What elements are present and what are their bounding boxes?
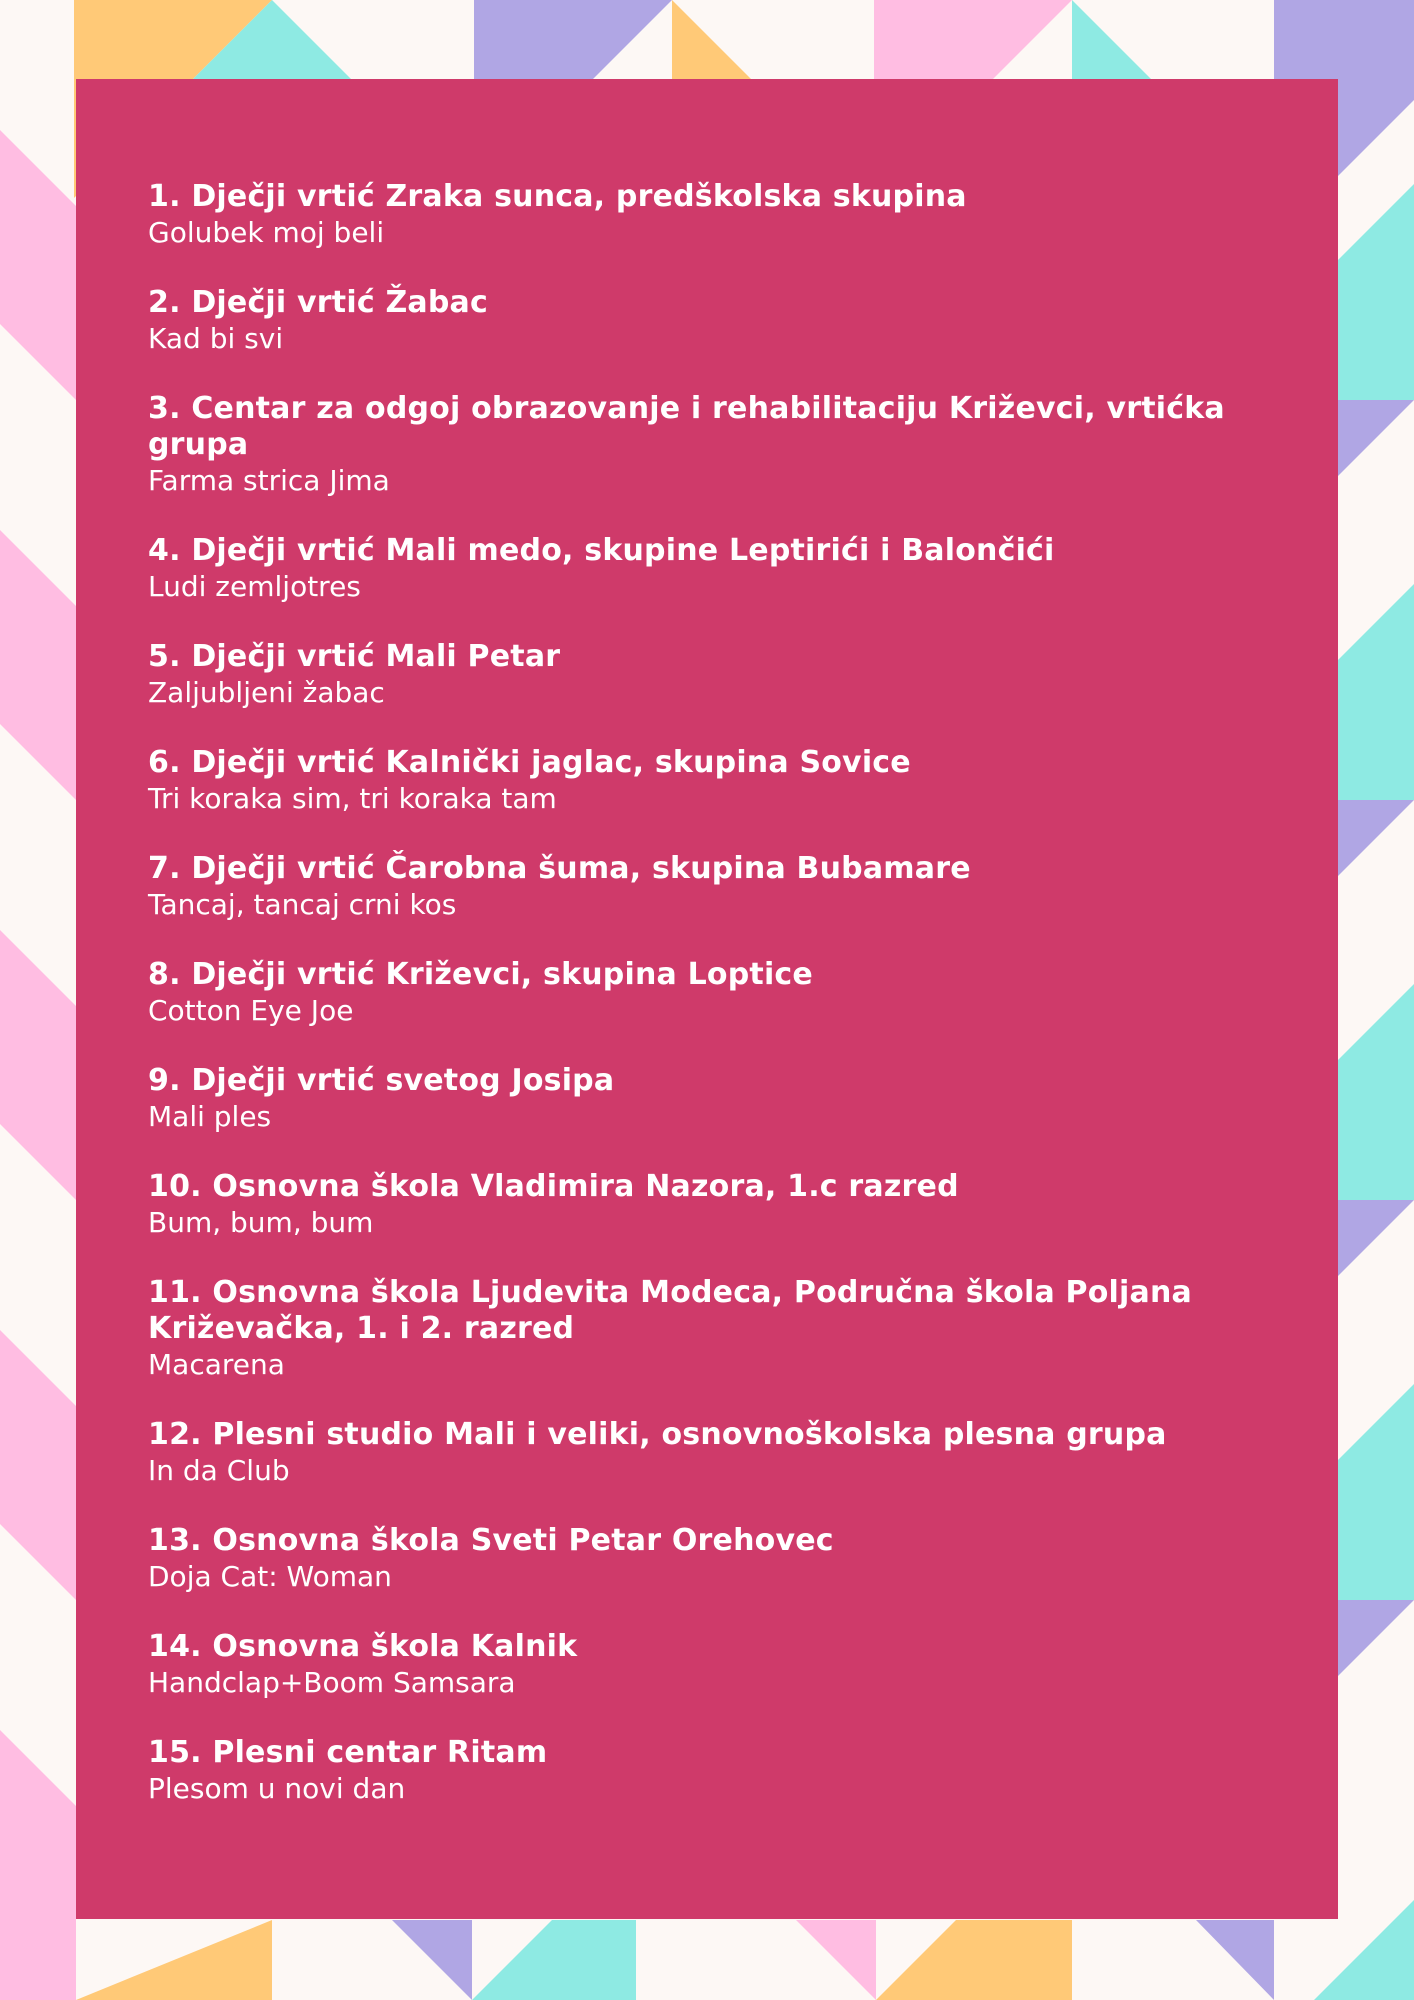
performer-title: 14. Osnovna škola Kalnik: [148, 1629, 578, 1664]
song-title: Tri koraka sim, tri koraka tam: [148, 782, 557, 815]
performer-title: 12. Plesni studio Mali i veliki, osnovnoškolska plesna grupa: [148, 1417, 1167, 1452]
performer-title: 13. Osnovna škola Sveti Petar Orehovec: [148, 1523, 834, 1558]
decor-triangle: [1338, 400, 1414, 476]
decor-triangle: [1338, 800, 1414, 876]
performer-title: 11. Osnovna škola Ljudevita Modeca, Područna škola Poljana Križevačka, 1. i 2. razred: [148, 1275, 1192, 1346]
song-title: Zaljubljeni žabac: [148, 676, 385, 709]
decor-triangle: [796, 1920, 876, 2000]
list-item: [148, 1417, 1268, 1489]
decor-triangle: [1338, 984, 1414, 1200]
list-item: [148, 1523, 1268, 1595]
song-title: Handclap+Boom Samsara: [148, 1666, 516, 1699]
decor-triangle: [76, 1920, 272, 2000]
list-item: [148, 851, 1268, 923]
list-item: [148, 533, 1268, 605]
list-item: [148, 1629, 1268, 1701]
decor-triangle: [1338, 1600, 1414, 1676]
performer-title: 3. Centar za odgoj obrazovanje i rehabilitaciju Križevci, vrtićka grupa: [148, 391, 1225, 462]
performer-title: 2. Dječji vrtić Žabac: [148, 285, 488, 320]
song-title: Tancaj, tancaj crni kos: [148, 888, 457, 921]
list-item: [148, 1735, 1268, 1807]
decor-triangle: [672, 0, 752, 80]
decor-triangle: [1338, 1384, 1414, 1600]
decor-triangle: [272, 0, 352, 80]
list-item: [148, 957, 1268, 1029]
song-title: Golubek moj beli: [148, 216, 385, 249]
song-title: Plesom u novi dan: [148, 1772, 406, 1805]
program-list: [148, 179, 1268, 1807]
song-title: Cotton Eye Joe: [148, 994, 354, 1027]
song-title: Macarena: [148, 1348, 285, 1381]
song-title: Ludi zemljotres: [148, 570, 361, 603]
decor-triangle: [0, 1330, 76, 1600]
performer-title: 15. Plesni centar Ritam: [148, 1735, 548, 1770]
decor-triangle: [0, 1730, 76, 2000]
song-title: Farma strica Jima: [148, 464, 390, 497]
list-item: [148, 391, 1268, 499]
list-item: [148, 1063, 1268, 1135]
decor-triangle: [1196, 1920, 1274, 2000]
list-item: [148, 285, 1268, 357]
performer-title: 10. Osnovna škola Vladimira Nazora, 1.c razred: [148, 1169, 959, 1204]
decor-triangle: [0, 530, 76, 800]
decor-triangle: [1338, 584, 1414, 800]
performer-title: 9. Dječji vrtić svetog Josipa: [148, 1063, 615, 1098]
performer-title: 1. Dječji vrtić Zraka sunca, predškolska skupina: [148, 179, 967, 214]
decor-triangle: [392, 1920, 472, 2000]
list-item: [148, 1275, 1268, 1383]
list-item: [148, 745, 1268, 817]
decor-triangle: [0, 130, 76, 400]
song-title: Kad bi svi: [148, 322, 284, 355]
song-title: In da Club: [148, 1454, 290, 1487]
list-item: [148, 639, 1268, 711]
decor-triangle: [1072, 0, 1152, 80]
song-title: Mali ples: [148, 1100, 272, 1133]
performer-title: 7. Dječji vrtić Čarobna šuma, skupina Bubamare: [148, 851, 971, 886]
performer-title: 8. Dječji vrtić Križevci, skupina Loptice: [148, 957, 813, 992]
program-panel: [76, 79, 1338, 1919]
song-title: Bum, bum, bum: [148, 1206, 374, 1239]
performer-title: 6. Dječji vrtić Kalnički jaglac, skupina Sovice: [148, 745, 911, 780]
decor-triangle: [876, 1920, 1072, 2000]
decor-triangle: [1338, 184, 1414, 400]
decor-triangle: [0, 930, 76, 1200]
performer-title: 4. Dječji vrtić Mali medo, skupine Leptirići i Balončići: [148, 533, 1055, 568]
decor-triangle: [472, 1920, 636, 2000]
list-item: [148, 179, 1268, 251]
song-title: Doja Cat: Woman: [148, 1560, 392, 1593]
decor-triangle: [1338, 1200, 1414, 1276]
performer-title: 5. Dječji vrtić Mali Petar: [148, 639, 561, 674]
list-item: [148, 1169, 1268, 1241]
